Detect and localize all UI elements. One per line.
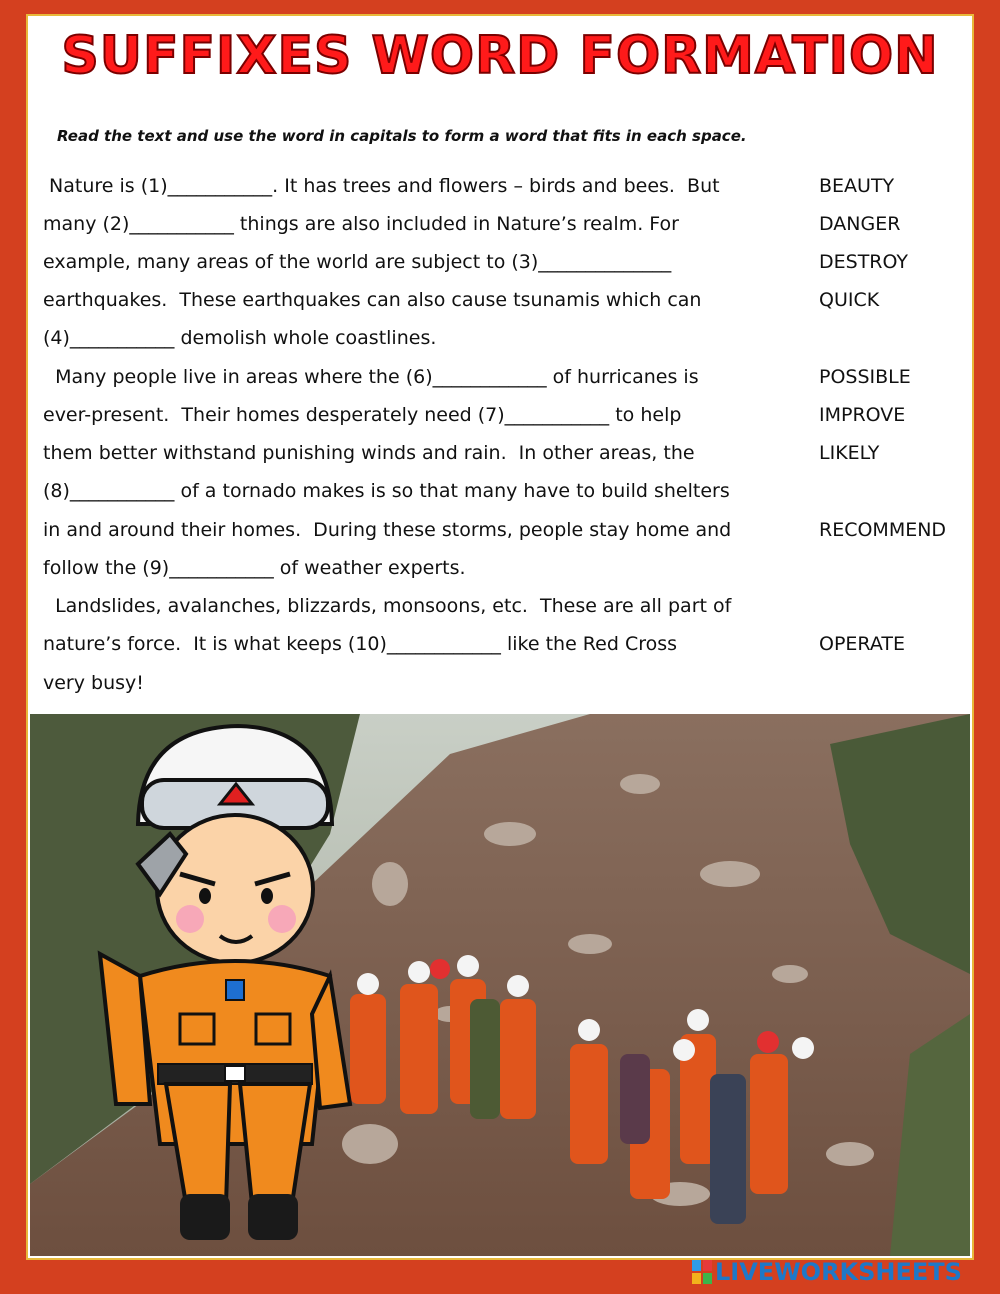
- cue-word-destroy: DESTROY: [819, 251, 909, 273]
- liveworksheets-icon: [692, 1260, 712, 1284]
- text-line: (8)___________ of a tornado makes is so that many have to build shelters: [43, 480, 730, 502]
- cue-word-operate: OPERATE: [819, 633, 905, 655]
- liveworksheets-logo: [692, 1257, 962, 1287]
- text-line: (4)___________ demolish whole coastlines.: [43, 327, 437, 349]
- text-line: earthquakes. These earthquakes can also cause tsunamis which can: [43, 289, 702, 311]
- text-line: nature’s force. It is what keeps (10)____________ like the Red Cross: [43, 633, 678, 655]
- text-line: example, many areas of the world are subject to (3)______________: [43, 251, 672, 273]
- text-line: many (2)___________ things are also included in Nature’s realm. For: [43, 213, 679, 235]
- cue-word-possible: POSSIBLE: [819, 366, 911, 388]
- cue-word-danger: DANGER: [819, 213, 901, 235]
- page-title: SUFFIXES WORD FORMATION: [61, 26, 939, 86]
- cue-word-beauty: BEAUTY: [819, 175, 895, 197]
- text-line: ever-present. Their homes desperately need (7)___________ to help: [43, 404, 682, 426]
- text-line: very busy!: [43, 672, 144, 694]
- cue-word-quick: QUICK: [819, 289, 880, 311]
- cue-word-recommend: RECOMMEND: [819, 519, 947, 541]
- cue-word-likely: LIKELY: [819, 442, 880, 464]
- text-line: follow the (9)___________ of weather experts.: [43, 557, 466, 579]
- text-line: Nature is (1)___________. It has trees and flowers – birds and bees. But: [43, 175, 720, 197]
- text-line: them better withstand punishing winds and rain. In other areas, the: [43, 442, 695, 464]
- liveworksheets-wordmark: LIVEWORKSHEETS: [715, 1258, 962, 1286]
- cue-word-improve: IMPROVE: [819, 404, 906, 426]
- text-line: Landslides, avalanches, blizzards, monsoons, etc. These are all part of: [43, 595, 732, 617]
- instructions: Read the text and use the word in capitals to form a word that fits in each space.: [57, 127, 747, 145]
- text-line: in and around their homes. During these storms, people stay home and: [43, 519, 732, 541]
- rescue-photo: [30, 714, 970, 1256]
- text-line: Many people live in areas where the (6)____________ of hurricanes is: [43, 366, 699, 388]
